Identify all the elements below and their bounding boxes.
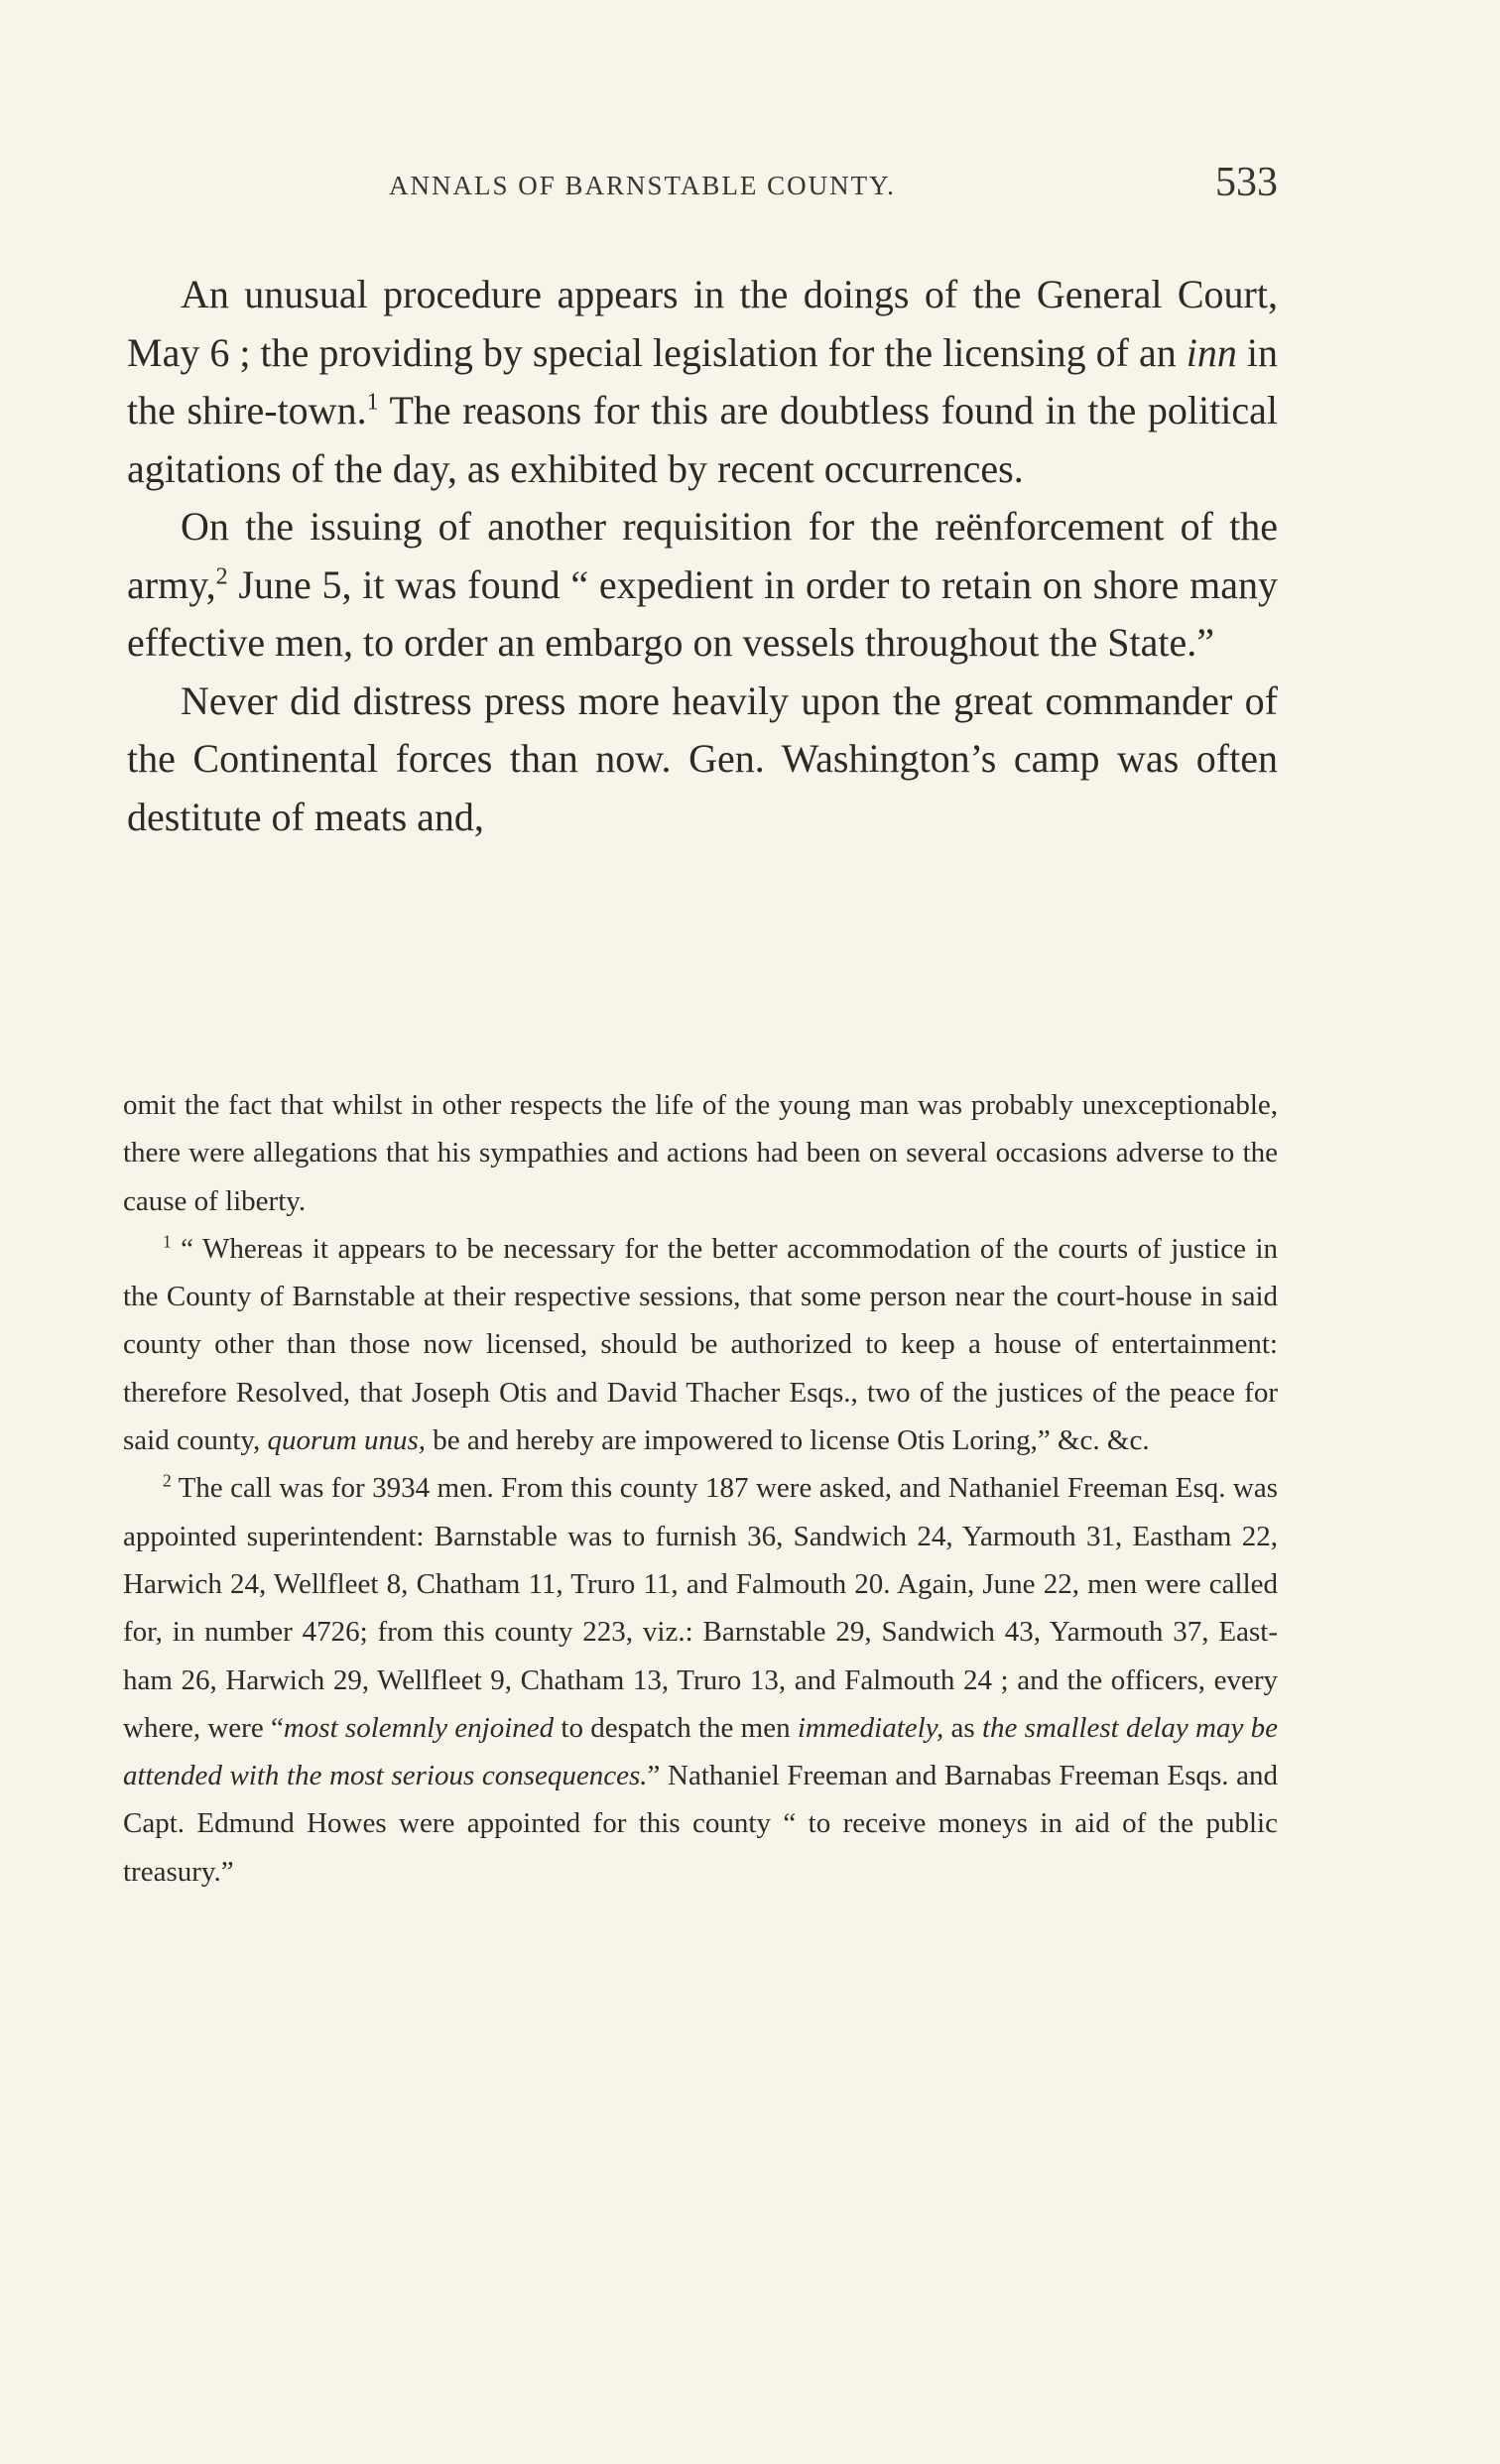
paragraph-embargo — [127, 498, 1278, 673]
main-text — [127, 266, 1278, 846]
text-span: ” Nathaniel Freeman and Barnabas Freeman Esqs. and Capt. Edmund Howes were appointed for this county “ to receive moneys in aid of the public treasury.” — [123, 1760, 1278, 1888]
italic-span: most solemnly enjoined — [283, 1711, 555, 1744]
paragraph-inn-licensing — [127, 266, 1278, 498]
text-span: June 5, it was found “ expedient in order to retain on shore many effective men, to order an embargo on vessels throughout the State.” — [127, 561, 1278, 665]
text-span: to despatch the men — [554, 1711, 798, 1744]
footnote-mark: 1 — [163, 1231, 172, 1252]
running-head: ANNALS OF BARNSTABLE COUNTY. — [389, 171, 896, 200]
italic-span: immediately, — [797, 1711, 944, 1744]
italic-span: the smallest delay may be attended with the most serious consequences. — [123, 1711, 1279, 1792]
text-span: as — [943, 1711, 982, 1744]
text-span: On the issuing of another requisition for the reënforcement of the army, — [127, 504, 1278, 607]
text-span: in the shire-town. — [127, 329, 1278, 432]
text-span: An unusual procedure appears in the doings of the General Court, May 6 ; the providing by special legislation for the licensing of an — [127, 272, 1278, 375]
text-span: “ Whereas it appears to be necessary for the better accommodation of the courts of justice in the County of Barnstable at their respective sessions, that some person near the court-house in said county other than those now licensed, should be authorized to keep a house of entertainment: therefore Resolved, that Joseph Otis and David Thacher Esqs., two of the justices of the peace for said county, — [123, 1232, 1278, 1457]
page-number: 533 — [1215, 160, 1278, 205]
text-span: The call was for 3934 men. From this county 187 were asked, and Nathaniel Freeman Esq. was appointed superintendent: Barnstable was to furnish 36, Sandwich 24, Yarmouth 31, Eastham 22, Harwich 24, Wellfleet 8, Chatham 11, Truro 11, and Falmouth 20. Again, June 22, men were called for, in number 4726; from this county 223, viz.: Barnstable 29, Sandwich 43, Yarmouth 37, Eastham 26, Harwich 29, Wellfleet 9, Chatham 13, Truro 13, and Falmouth 24 ; and the officers, every where, were “ — [123, 1472, 1278, 1744]
footnote-mark: 2 — [163, 1470, 172, 1491]
footnote-ref: 1 — [366, 389, 379, 416]
italic-span: inn — [1186, 329, 1237, 375]
text-span: The reasons for this are doubtless found in the political agitations of the day, as exhibited by recent occurrences. — [127, 388, 1278, 491]
italic-span: quorum unus, — [267, 1424, 427, 1457]
footnote-2 — [123, 1464, 1278, 1896]
page-header — [127, 159, 1278, 218]
text-span: be and hereby are impowered to license Otis Loring,” &c. &c. — [426, 1424, 1150, 1457]
footnote-ref: 2 — [215, 563, 228, 590]
footnote-1 — [123, 1225, 1278, 1464]
footnotes — [123, 1081, 1278, 1896]
footnote-continued: omit the fact that whilst in other respects the life of the young man was probably unexceptionable, there were allegations that his sympathies and actions had been on several occasions adverse to the cause of liberty. — [123, 1089, 1278, 1217]
paragraph-distress: Never did distress press more heavily upon the great commander of the Continental forces than now. Gen. Washington’s camp was often destitute of meats and, — [127, 678, 1278, 839]
